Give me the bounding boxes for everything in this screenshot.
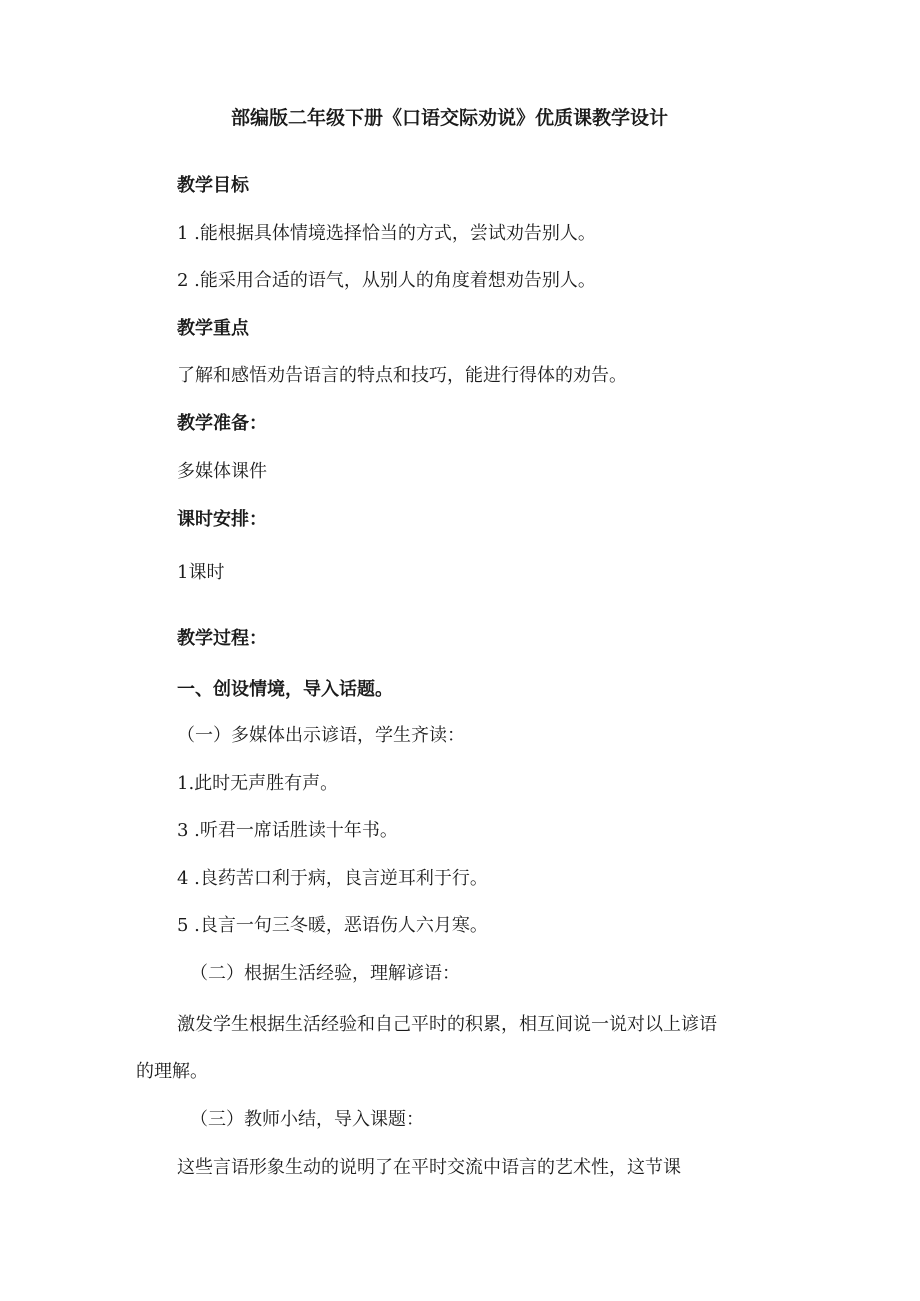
objective-item-1: 1 .能根据具体情境选择恰当的方式，尝试劝告别人。 [177,223,596,244]
document-title: 部编版二年级下册《口语交际劝说》优质课教学设计 [231,107,669,129]
proverb-item-1: 1.此时无声胜有声。 [177,773,339,794]
sub-heading-1: （一）多媒体出示谚语，学生齐读： [177,725,465,746]
proverb-item-4: 4 .良药苦口利于病，良言逆耳利于行。 [177,868,488,889]
focus-text: 了解和感悟劝告语言的特点和技巧，能进行得体的劝告。 [177,365,627,386]
proverb-item-5: 5 .良言一句三冬暖，恶语伤人六月寒。 [177,915,488,936]
paragraph-3-line-1: 这些言语形象生动的说明了在平时交流中语言的艺术性，这节课 [177,1157,681,1178]
part1-heading: 一、创设情境，导入话题。 [177,679,393,700]
sub-heading-2: （二）根据生活经验，理解谚语： [190,963,460,984]
schedule-heading: 课时安排： [177,509,267,530]
paragraph-2-line-1: 激发学生根据生活经验和自己平时的积累，相互间说一说对以上谚语 [177,1014,717,1035]
proverb-item-3: 3 .听君一席话胜读十年书。 [177,820,398,841]
prep-text: 多媒体课件 [177,461,267,482]
schedule-text: 1课时 [177,562,225,583]
sub-heading-3: （三）教师小结，导入课题： [190,1109,424,1130]
process-heading: 教学过程： [177,628,267,649]
objective-item-2: 2 .能采用合适的语气，从别人的角度着想劝告别人。 [177,270,596,291]
objectives-heading: 教学目标 [177,175,249,196]
paragraph-2-line-2: 的理解。 [136,1061,208,1082]
focus-heading: 教学重点 [177,318,249,339]
prep-heading: 教学准备： [177,413,267,434]
